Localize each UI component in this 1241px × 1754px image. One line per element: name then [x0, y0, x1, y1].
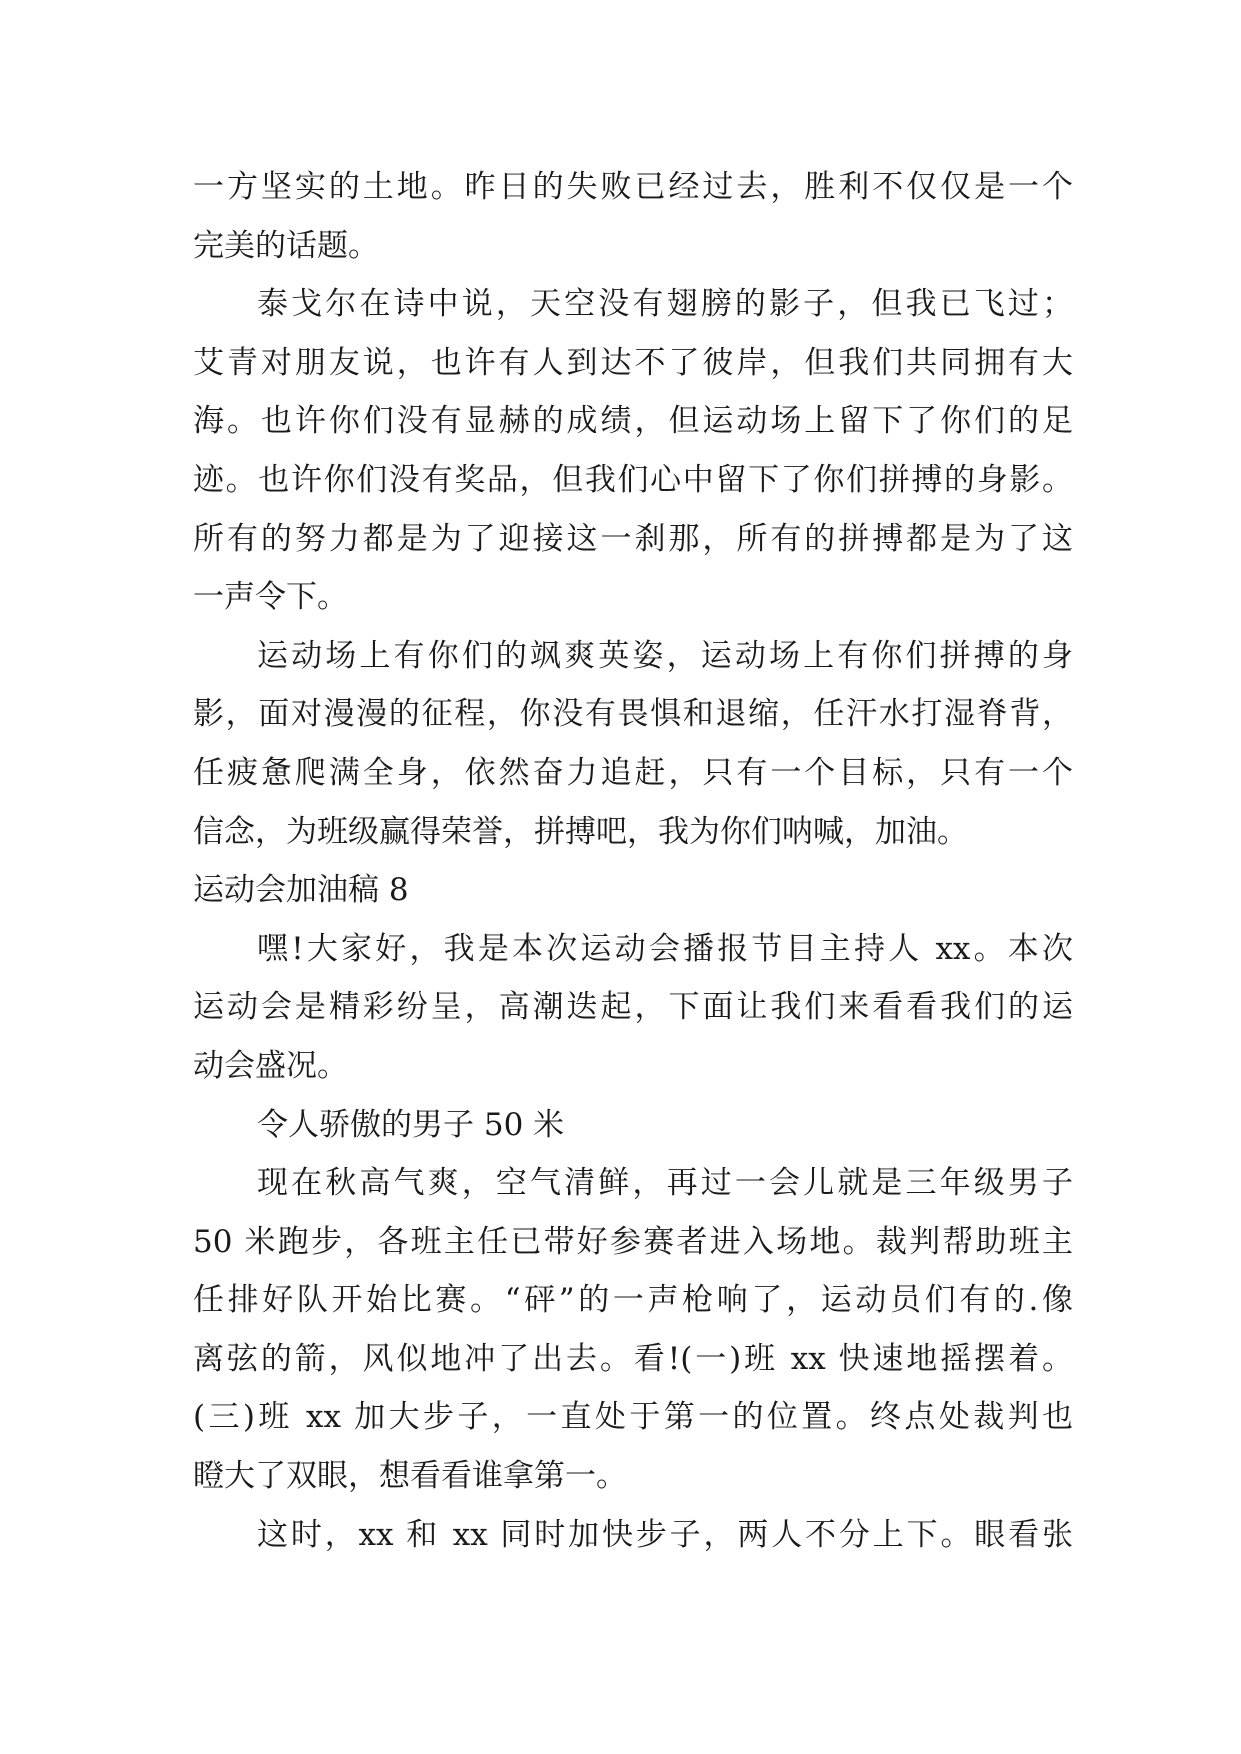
text-line: 信念，为班级赢得荣誉，拼搏吧，我为你们呐喊，加油。: [193, 813, 968, 850]
text-line: (三)班 xx 加大步子，一直处于第一的位置。终点处裁判也: [193, 1399, 1073, 1436]
text-line: 任疲惫爬满全身，依然奋力追赶，只有一个目标，只有一个: [193, 754, 1073, 791]
text-line: 运动场上有你们的飒爽英姿，运动场上有你们拼搏的身: [257, 637, 1073, 674]
text-line: 海。也许你们没有显赫的成绩，但运动场上留下了你们的足: [193, 403, 1073, 440]
text-line: 这时，xx 和 xx 同时加快步子，两人不分上下。眼看张: [257, 1516, 1073, 1553]
text-line: 嘿!大家好，我是本次运动会播报节目主持人 xx。本次: [257, 930, 1073, 967]
text-line: 迹。也许你们没有奖品，但我们心中留下了你们拼搏的身影。: [193, 461, 1073, 498]
text-line: 任排好队开始比赛。“砰”的一声枪响了，运动员们有的.像: [193, 1282, 1073, 1319]
text-line: 动会盛况。: [193, 1047, 348, 1084]
text-line: 所有的努力都是为了迎接这一刹那，所有的拼搏都是为了这: [193, 520, 1073, 557]
text-line: 艾青对朋友说，也许有人到达不了彼岸，但我们共同拥有大: [193, 344, 1073, 381]
text-line: 现在秋高气爽，空气清鲜，再过一会儿就是三年级男子: [257, 1165, 1073, 1202]
text-line: 50 米跑步，各班主任已带好参赛者进入场地。裁判帮助班主: [193, 1223, 1073, 1260]
body-text: [193, 158, 1073, 1564]
text-line: 一声令下。: [193, 579, 348, 616]
text-line: 运动会加油稿 8: [193, 872, 409, 909]
text-line: 运动会是精彩纷呈，高潮迭起，下面让我们来看看我们的运: [193, 989, 1073, 1026]
text-line: 影，面对漫漫的征程，你没有畏惧和退缩，任汗水打湿脊背，: [193, 696, 1073, 733]
text-line: 一方坚实的土地。昨日的失败已经过去，胜利不仅仅是一个: [193, 169, 1073, 205]
text-line: 离弦的箭，风似地冲了出去。看!(一)班 xx 快速地摇摆着。: [193, 1340, 1073, 1377]
text-line: 完美的话题。: [193, 227, 379, 264]
text-line: 令人骄傲的男子 50 米: [257, 1106, 565, 1143]
text-line: 瞪大了双眼，想看看谁拿第一。: [193, 1458, 627, 1495]
text-line: 泰戈尔在诗中说，天空没有翅膀的影子，但我已飞过；: [257, 286, 1073, 323]
